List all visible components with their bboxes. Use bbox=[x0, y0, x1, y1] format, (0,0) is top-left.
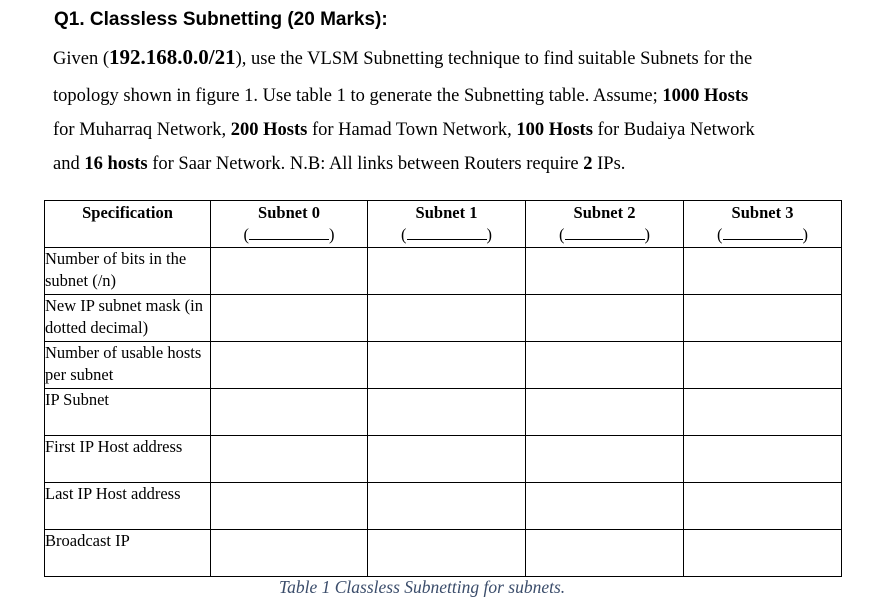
subnet-2-header: Subnet 2 ( ) bbox=[526, 201, 684, 248]
table-cell[interactable] bbox=[211, 483, 368, 530]
table-row bbox=[45, 248, 842, 295]
table-cell[interactable] bbox=[526, 483, 684, 530]
table-cell[interactable] bbox=[211, 295, 368, 342]
line1-pre: Given ( bbox=[53, 49, 109, 69]
line4-b: for Saar Network. N.B: All links between Routers require bbox=[147, 154, 584, 174]
table-cell[interactable] bbox=[368, 248, 526, 295]
line1-post: ), use the VLSM Subnetting technique to find suitable Subnets for the bbox=[235, 49, 753, 69]
question-line-2 bbox=[53, 86, 833, 107]
line3-a: for Muharraq Network, bbox=[53, 120, 231, 140]
line2-text: topology shown in figure 1. Use table 1 to generate the Subnetting table. Assume; bbox=[53, 86, 663, 106]
row-label-first-host: First IP Host address bbox=[45, 436, 211, 483]
table-cell[interactable] bbox=[211, 389, 368, 436]
table-cell[interactable] bbox=[526, 295, 684, 342]
table-row bbox=[45, 483, 842, 530]
table-cell[interactable] bbox=[368, 530, 526, 577]
table-cell[interactable] bbox=[684, 342, 842, 389]
line4-a: and bbox=[53, 154, 85, 174]
table-cell[interactable] bbox=[368, 389, 526, 436]
table-cell[interactable] bbox=[368, 483, 526, 530]
row-label-bits: Number of bits in the subnet (/n) bbox=[45, 248, 211, 295]
table-cell[interactable] bbox=[368, 342, 526, 389]
hosts-100: 100 Hosts bbox=[516, 120, 593, 140]
hosts-1000: 1000 Hosts bbox=[662, 86, 749, 106]
table-cell[interactable] bbox=[211, 436, 368, 483]
table-cell[interactable] bbox=[211, 342, 368, 389]
network-address: 192.168.0.0/21 bbox=[109, 45, 236, 69]
subnet-1-blank[interactable]: ( ) bbox=[401, 225, 492, 244]
table-cell[interactable] bbox=[526, 436, 684, 483]
spec-header: Specification bbox=[45, 201, 211, 248]
question-line-3 bbox=[53, 120, 833, 141]
table-cell[interactable] bbox=[526, 530, 684, 577]
question-line-4 bbox=[53, 154, 833, 175]
row-label-broadcast: Broadcast IP bbox=[45, 530, 211, 577]
row-label-last-host: Last IP Host address bbox=[45, 483, 211, 530]
table-cell[interactable] bbox=[684, 295, 842, 342]
table-row bbox=[45, 295, 842, 342]
subnet-2-blank[interactable]: ( ) bbox=[559, 225, 650, 244]
subnet-1-header: Subnet 1 ( ) bbox=[368, 201, 526, 248]
table-cell[interactable] bbox=[684, 436, 842, 483]
subnet-0-blank[interactable]: ( ) bbox=[243, 225, 335, 244]
subnetting-table bbox=[44, 200, 842, 577]
table-row bbox=[45, 389, 842, 436]
question-heading: Q1. Classless Subnetting (20 Marks): bbox=[54, 9, 388, 30]
line3-b: for Hamad Town Network, bbox=[307, 120, 517, 140]
table-cell[interactable] bbox=[684, 248, 842, 295]
row-label-mask: New IP subnet mask (in dotted decimal) bbox=[45, 295, 211, 342]
row-label-ip-subnet: IP Subnet bbox=[45, 389, 211, 436]
question-line-1 bbox=[53, 45, 833, 70]
table-cell[interactable] bbox=[684, 389, 842, 436]
row-label-usable-hosts: Number of usable hosts per subnet bbox=[45, 342, 211, 389]
table-row bbox=[45, 342, 842, 389]
table-cell[interactable] bbox=[684, 530, 842, 577]
ips-2: 2 bbox=[583, 154, 593, 174]
table-header-row bbox=[45, 201, 842, 248]
hosts-200: 200 Hosts bbox=[230, 120, 308, 140]
table-cell[interactable] bbox=[368, 295, 526, 342]
line4-c: IPs. bbox=[592, 154, 626, 174]
table-row bbox=[45, 436, 842, 483]
subnet-0-header: Subnet 0 ( ) bbox=[211, 201, 368, 248]
table-caption: Table 1 Classless Subnetting for subnets. bbox=[279, 577, 566, 597]
table-cell[interactable] bbox=[684, 483, 842, 530]
table-cell[interactable] bbox=[526, 342, 684, 389]
table-cell[interactable] bbox=[211, 248, 368, 295]
table-cell[interactable] bbox=[526, 248, 684, 295]
subnet-3-blank[interactable]: ( ) bbox=[717, 225, 808, 244]
subnet-3-header: Subnet 3 ( ) bbox=[684, 201, 842, 248]
table-row bbox=[45, 530, 842, 577]
table-cell[interactable] bbox=[211, 530, 368, 577]
line3-c: for Budaiya Network bbox=[592, 120, 755, 140]
hosts-16: 16 hosts bbox=[84, 154, 148, 174]
table-cell[interactable] bbox=[526, 389, 684, 436]
table-cell[interactable] bbox=[368, 436, 526, 483]
